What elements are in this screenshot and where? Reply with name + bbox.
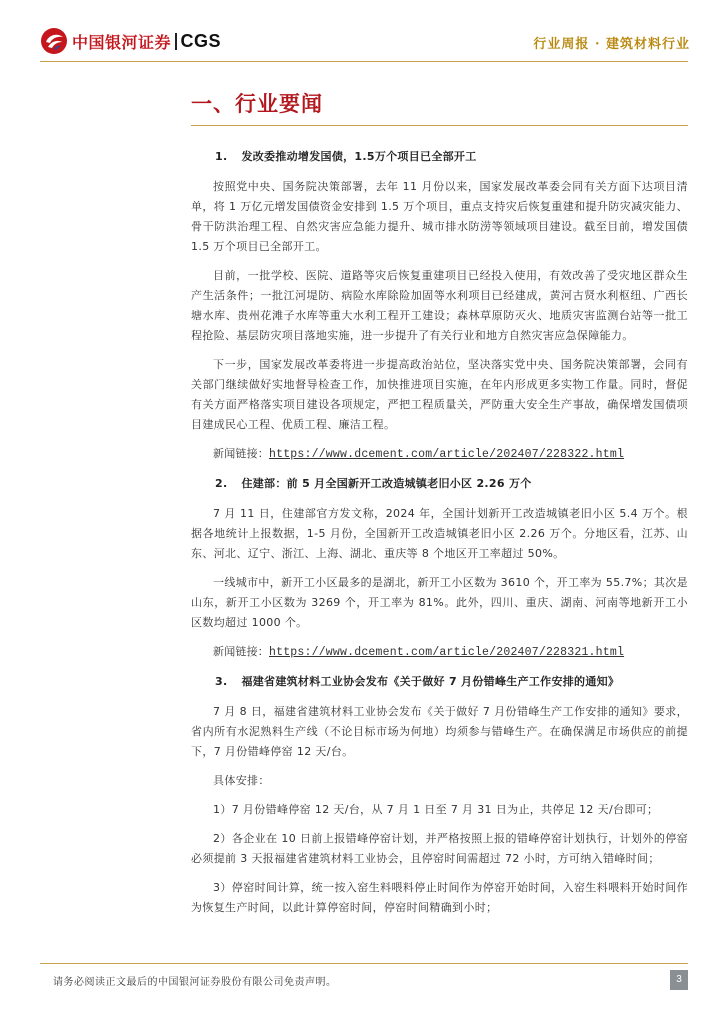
- brand-name-cn: 中国银河证券: [72, 32, 172, 52]
- section-title: 一、行业要闻: [191, 91, 323, 116]
- news-title-text: 福建省建筑材料工业协会发布《关于做好 7 月份错峰生产工作安排的通知》: [241, 675, 620, 688]
- header-divider: [40, 61, 688, 62]
- news-number: 2.: [215, 477, 228, 490]
- brand-name-en: CGS: [180, 30, 222, 51]
- page-header: [40, 26, 690, 56]
- brand-separator: [175, 33, 177, 50]
- news-link-1: [191, 444, 688, 465]
- news-number: 1.: [215, 150, 228, 163]
- news-paragraph: 7 月 8 日，福建省建筑材料工业协会发布《关于做好 7 月份错峰生产工作安排的通知》要求，省内所有水泥熟料生产线（不论目标市场为何地）均须参与错峰生产。在确保满足市场供应的前提下，7 月份错峰停窑 12 天/台。: [191, 705, 688, 758]
- footer-divider: [40, 963, 688, 964]
- report-type: 行业周报 · 建筑材料行业: [533, 37, 690, 52]
- news-title-2: [215, 474, 688, 494]
- news-title-1: [215, 147, 688, 167]
- news-link-url[interactable]: https://www.dcement.com/article/202407/228322.html: [269, 448, 625, 461]
- footer-disclaimer: 请务必阅读正文最后的中国银河证券股份有限公司免责声明。: [53, 977, 337, 988]
- section-divider: [191, 125, 688, 126]
- news-link-2: [191, 642, 688, 663]
- news-paragraph: 一线城市中，新开工小区最多的是湖北，新开工小区数为 3610 个，开工率为 55.7%；其次是山东，新开工小区数为 3269 个，开工率为 81%。此外，四川、重庆、湖南、河南等地新开工小区数均超过 1000 个。: [191, 576, 688, 629]
- news-title-3: [215, 672, 688, 692]
- page-number: 3: [670, 970, 688, 990]
- news-paragraph: 按照党中央、国务院决策部署，去年 11 月份以来，国家发展改革委会同有关方面下达项目清单，将 1 万亿元增发国债资金安排到 1.5 万个项目，重点支持灾后恢复重建和提升防灾减灾能力、骨干防洪治理工程、自然灾害应急能力提升、城市排水防涝等领域项目建设。截至目前，增发国债 1.5 万个项目已全部开工。: [191, 180, 688, 253]
- news-paragraph: 7 月 11 日，住建部官方发文称，2024 年，全国计划新开工改造城镇老旧小区 5.4 万个。根据各地统计上报数据，1-5 月份，全国新开工改造城镇老旧小区 2.26 万个。分地区看，江苏、山东、河北、辽宁、浙江、上海、湖北、重庆等 8 个地区开工率超过 50%。: [191, 507, 688, 560]
- news-paragraph: 具体安排：: [213, 774, 270, 787]
- news-number: 3.: [215, 675, 228, 688]
- news-link-label: 新闻链接：: [213, 645, 269, 658]
- news-paragraph: 下一步，国家发展改革委将进一步提高政治站位，坚决落实党中央、国务院决策部署，会同有关部门继续做好实地督导检查工作，加快推进项目实施，在年内形成更多实物工作量。同时，督促有关方面严格落实项目建设各项规定，严把工程质量关，严防重大安全生产事故，确保增发国债项目建成民心工程、优质工程、廉洁工程。: [191, 358, 688, 431]
- news-paragraph: 1）7 月份错峰停窑 12 天/台，从 7 月 1 日至 7 月 31 日为止，共停足 12 天/台即可；: [213, 803, 659, 816]
- news-title-text: 住建部：前 5 月全国新开工改造城镇老旧小区 2.26 万个: [241, 477, 532, 490]
- news-paragraph: 目前，一批学校、医院、道路等灾后恢复重建项目已经投入使用，有效改善了受灾地区群众生产生活条件；一批江河堤防、病险水库除险加固等水利项目已经建成，黄河古贤水利枢纽、广西长塘水库、贵州花滩子水库等重大水利工程开工建设；森林草原防灭火、地质灾害监测台站等一批工程抢险、基层防灾项目落地实施，进一步提升了有关行业和地方自然灾害应急保障能力。: [191, 269, 688, 342]
- cgs-logo-icon: [40, 27, 68, 55]
- news-paragraph: 2）各企业在 10 日前上报错峰停窑计划，并严格按照上报的错峰停窑计划执行，计划外的停窑必须提前 3 天报福建省建筑材料工业协会，且停窑时间需超过 72 小时，方可纳入错峰时间；: [191, 832, 688, 865]
- brand-logo: [40, 26, 221, 56]
- news-content: [191, 147, 688, 927]
- news-title-text: 发改委推动增发国债，1.5万个项目已全部开工: [241, 150, 477, 163]
- news-link-label: 新闻链接：: [213, 447, 269, 460]
- news-link-url[interactable]: https://www.dcement.com/article/202407/228321.html: [269, 646, 625, 659]
- news-paragraph: 3）停窑时间计算，统一按入窑生料喂料停止时间作为停窑开始时间，入窑生料喂料开始时间作为恢复生产时间，以此计算停窑时间，停窑时间精确到小时；: [191, 881, 688, 914]
